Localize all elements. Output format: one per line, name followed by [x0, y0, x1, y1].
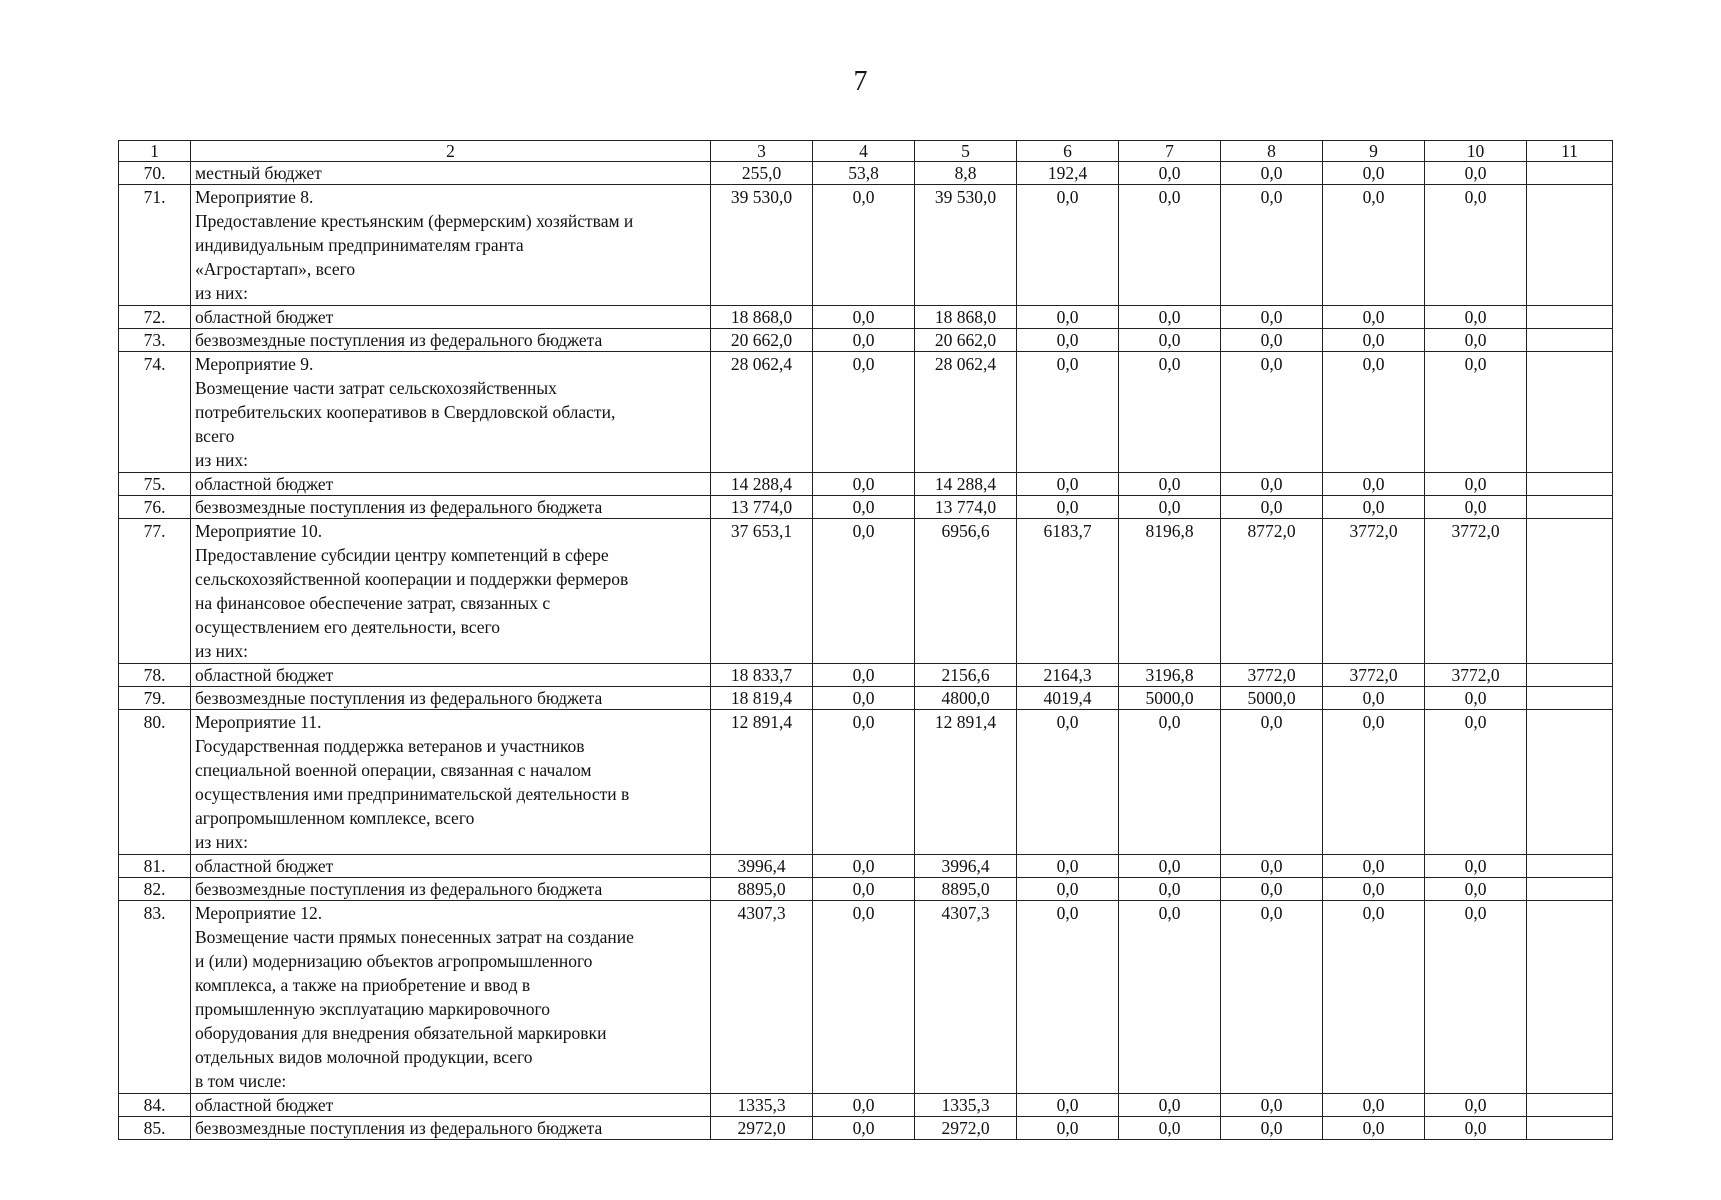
value-cell: 0,0 — [1425, 1094, 1527, 1117]
row-number: 72. — [119, 306, 191, 329]
row-name-line: из них: — [195, 283, 248, 303]
value-cell: 0,0 — [1323, 710, 1425, 855]
value-cell: 0,0 — [1017, 185, 1119, 306]
row-name-line: Мероприятие 8. — [195, 187, 314, 207]
row-number: 74. — [119, 352, 191, 473]
value-cell: 0,0 — [1221, 352, 1323, 473]
row-name — [191, 162, 711, 185]
value-cell: 18 833,7 — [711, 664, 813, 687]
row-number: 85. — [119, 1117, 191, 1140]
column-header: 10 — [1425, 141, 1527, 162]
value-cell: 0,0 — [1425, 329, 1527, 352]
row-name-line: из них: — [195, 450, 248, 470]
value-cell — [1527, 710, 1613, 855]
value-cell: 0,0 — [1221, 496, 1323, 519]
row-name — [191, 901, 711, 1094]
value-cell: 0,0 — [1119, 185, 1221, 306]
row-name-line: специальной военной операции, связанная с началом — [195, 760, 592, 780]
value-cell: 192,4 — [1017, 162, 1119, 185]
row-name-line: безвозмездные поступления из федерального бюджета — [195, 688, 603, 708]
value-cell: 255,0 — [711, 162, 813, 185]
value-cell: 0,0 — [813, 352, 915, 473]
row-name-line: из них: — [195, 832, 248, 852]
value-cell: 0,0 — [1221, 878, 1323, 901]
row-name-line: «Агростартап», всего — [195, 259, 356, 279]
row-name-line: в том числе: — [195, 1071, 287, 1091]
table-row — [119, 496, 1613, 519]
row-name-line: Предоставление субсидии центру компетенций в сфере — [195, 545, 609, 565]
row-name — [191, 329, 711, 352]
value-cell — [1527, 329, 1613, 352]
value-cell: 8895,0 — [915, 878, 1017, 901]
row-name-line: областной бюджет — [195, 1095, 334, 1115]
value-cell — [1527, 496, 1613, 519]
value-cell: 3772,0 — [1221, 664, 1323, 687]
row-name-line: областной бюджет — [195, 856, 334, 876]
value-cell: 0,0 — [1119, 878, 1221, 901]
row-name-line: Предоставление крестьянским (фермерским) хозяйствам и — [195, 211, 634, 231]
table-row — [119, 519, 1613, 664]
value-cell — [1527, 519, 1613, 664]
value-cell: 2164,3 — [1017, 664, 1119, 687]
row-name-line: безвозмездные поступления из федерального бюджета — [195, 1118, 603, 1138]
value-cell: 0,0 — [813, 329, 915, 352]
value-cell: 0,0 — [1323, 473, 1425, 496]
value-cell — [1527, 878, 1613, 901]
row-name — [191, 687, 711, 710]
value-cell: 4019,4 — [1017, 687, 1119, 710]
value-cell: 0,0 — [813, 878, 915, 901]
row-name-line: осуществлением его деятельности, всего — [195, 617, 501, 637]
value-cell: 0,0 — [1017, 352, 1119, 473]
column-header: 8 — [1221, 141, 1323, 162]
row-name-line: местный бюджет — [195, 163, 322, 183]
row-number: 75. — [119, 473, 191, 496]
value-cell: 0,0 — [813, 496, 915, 519]
table-row — [119, 162, 1613, 185]
value-cell: 0,0 — [1323, 162, 1425, 185]
value-cell: 0,0 — [813, 855, 915, 878]
value-cell: 0,0 — [1221, 306, 1323, 329]
table-row — [119, 473, 1613, 496]
row-number: 79. — [119, 687, 191, 710]
value-cell: 0,0 — [1323, 1117, 1425, 1140]
value-cell — [1527, 1117, 1613, 1140]
row-name-line: отдельных видов молочной продукции, всего — [195, 1047, 533, 1067]
row-name — [191, 855, 711, 878]
value-cell: 0,0 — [1221, 855, 1323, 878]
row-name — [191, 473, 711, 496]
value-cell: 0,0 — [1221, 473, 1323, 496]
value-cell: 0,0 — [1119, 901, 1221, 1094]
row-name-line: безвозмездные поступления из федерального бюджета — [195, 330, 603, 350]
value-cell: 2972,0 — [915, 1117, 1017, 1140]
column-header: 6 — [1017, 141, 1119, 162]
value-cell: 0,0 — [1425, 710, 1527, 855]
row-name-line: Государственная поддержка ветеранов и участников — [195, 736, 585, 756]
value-cell: 0,0 — [1221, 162, 1323, 185]
value-cell: 0,0 — [1119, 710, 1221, 855]
column-header: 3 — [711, 141, 813, 162]
row-name-line: агропромышленном комплексе, всего — [195, 808, 475, 828]
table-row — [119, 687, 1613, 710]
table-row — [119, 1094, 1613, 1117]
value-cell: 0,0 — [1221, 710, 1323, 855]
row-name-line: областной бюджет — [195, 307, 334, 327]
table-row — [119, 664, 1613, 687]
row-name-line: на финансовое обеспечение затрат, связанных с — [195, 593, 551, 613]
value-cell: 3772,0 — [1425, 519, 1527, 664]
value-cell: 0,0 — [1119, 306, 1221, 329]
value-cell: 0,0 — [813, 664, 915, 687]
value-cell: 0,0 — [1323, 352, 1425, 473]
value-cell — [1527, 162, 1613, 185]
value-cell: 0,0 — [1425, 185, 1527, 306]
value-cell: 0,0 — [1425, 162, 1527, 185]
column-header: 4 — [813, 141, 915, 162]
budget-table — [118, 140, 1613, 1140]
value-cell: 0,0 — [813, 473, 915, 496]
row-name — [191, 306, 711, 329]
column-header: 11 — [1527, 141, 1613, 162]
value-cell: 39 530,0 — [915, 185, 1017, 306]
value-cell: 3772,0 — [1323, 664, 1425, 687]
table-row — [119, 855, 1613, 878]
column-header: 2 — [191, 141, 711, 162]
value-cell: 3996,4 — [915, 855, 1017, 878]
value-cell: 0,0 — [813, 1117, 915, 1140]
row-name-line: безвозмездные поступления из федерального бюджета — [195, 497, 603, 517]
value-cell: 14 288,4 — [711, 473, 813, 496]
row-number: 80. — [119, 710, 191, 855]
value-cell: 8772,0 — [1221, 519, 1323, 664]
value-cell: 0,0 — [1017, 496, 1119, 519]
value-cell: 20 662,0 — [915, 329, 1017, 352]
value-cell — [1527, 306, 1613, 329]
row-name-line: Мероприятие 10. — [195, 521, 323, 541]
value-cell: 0,0 — [1425, 687, 1527, 710]
value-cell: 0,0 — [1119, 329, 1221, 352]
row-number: 84. — [119, 1094, 191, 1117]
row-name-line: Мероприятие 11. — [195, 712, 322, 732]
value-cell: 3772,0 — [1323, 519, 1425, 664]
row-name-line: областной бюджет — [195, 474, 334, 494]
row-name-line: промышленную эксплуатацию маркировочного — [195, 999, 551, 1019]
value-cell: 0,0 — [1425, 878, 1527, 901]
row-name — [191, 710, 711, 855]
row-name-line: комплекса, а также на приобретение и ввод в — [195, 975, 531, 995]
value-cell: 3772,0 — [1425, 664, 1527, 687]
row-name-line: Мероприятие 9. — [195, 354, 314, 374]
row-number: 77. — [119, 519, 191, 664]
value-cell: 4307,3 — [915, 901, 1017, 1094]
value-cell: 39 530,0 — [711, 185, 813, 306]
value-cell: 0,0 — [1017, 710, 1119, 855]
row-name-line: Мероприятие 12. — [195, 903, 323, 923]
value-cell — [1527, 901, 1613, 1094]
table-row — [119, 185, 1613, 306]
value-cell — [1527, 1094, 1613, 1117]
row-name — [191, 1117, 711, 1140]
value-cell: 0,0 — [1017, 473, 1119, 496]
value-cell: 0,0 — [1119, 1094, 1221, 1117]
row-name-line: из них: — [195, 641, 248, 661]
value-cell: 4307,3 — [711, 901, 813, 1094]
value-cell: 20 662,0 — [711, 329, 813, 352]
row-name — [191, 519, 711, 664]
value-cell: 0,0 — [1323, 687, 1425, 710]
row-name-line: осуществления ими предпринимательской деятельности в — [195, 784, 630, 804]
value-cell: 0,0 — [1323, 1094, 1425, 1117]
value-cell — [1527, 855, 1613, 878]
row-number: 81. — [119, 855, 191, 878]
value-cell: 0,0 — [813, 306, 915, 329]
value-cell: 0,0 — [813, 519, 915, 664]
value-cell: 3996,4 — [711, 855, 813, 878]
row-name-line: безвозмездные поступления из федерального бюджета — [195, 879, 603, 899]
value-cell: 4800,0 — [915, 687, 1017, 710]
value-cell: 0,0 — [813, 901, 915, 1094]
column-header: 7 — [1119, 141, 1221, 162]
value-cell: 0,0 — [813, 710, 915, 855]
row-number: 71. — [119, 185, 191, 306]
row-number: 73. — [119, 329, 191, 352]
value-cell: 0,0 — [1017, 329, 1119, 352]
value-cell: 0,0 — [1425, 306, 1527, 329]
value-cell: 8196,8 — [1119, 519, 1221, 664]
value-cell: 5000,0 — [1119, 687, 1221, 710]
row-number: 83. — [119, 901, 191, 1094]
value-cell: 0,0 — [1017, 306, 1119, 329]
value-cell: 0,0 — [1119, 855, 1221, 878]
row-name-line: индивидуальным предпринимателям гранта — [195, 235, 524, 255]
value-cell: 12 891,4 — [915, 710, 1017, 855]
value-cell: 18 868,0 — [711, 306, 813, 329]
row-name — [191, 352, 711, 473]
value-cell: 0,0 — [1221, 185, 1323, 306]
page-number: 7 — [853, 66, 868, 97]
value-cell: 28 062,4 — [711, 352, 813, 473]
row-name-line: Возмещение части затрат сельскохозяйственных — [195, 378, 557, 398]
table-row — [119, 1117, 1613, 1140]
table-row — [119, 352, 1613, 473]
value-cell: 0,0 — [1323, 901, 1425, 1094]
value-cell: 2972,0 — [711, 1117, 813, 1140]
value-cell: 0,0 — [1323, 306, 1425, 329]
value-cell: 0,0 — [1425, 855, 1527, 878]
column-header: 9 — [1323, 141, 1425, 162]
column-number-row — [119, 141, 1613, 162]
row-name-line: потребительских кооперативов в Свердловской области, — [195, 402, 616, 422]
value-cell: 8895,0 — [711, 878, 813, 901]
value-cell: 37 653,1 — [711, 519, 813, 664]
value-cell: 0,0 — [1017, 1117, 1119, 1140]
value-cell: 18 868,0 — [915, 306, 1017, 329]
value-cell: 0,0 — [1119, 473, 1221, 496]
column-header: 1 — [119, 141, 191, 162]
value-cell: 2156,6 — [915, 664, 1017, 687]
table-row — [119, 901, 1613, 1094]
row-name-line: Возмещение части прямых понесенных затрат на создание — [195, 927, 634, 947]
value-cell: 0,0 — [1017, 878, 1119, 901]
value-cell: 53,8 — [813, 162, 915, 185]
value-cell: 0,0 — [813, 185, 915, 306]
row-name-line: сельскохозяйственной кооперации и поддержки фермеров — [195, 569, 629, 589]
value-cell: 0,0 — [1017, 855, 1119, 878]
value-cell: 8,8 — [915, 162, 1017, 185]
value-cell: 0,0 — [1323, 496, 1425, 519]
table-row — [119, 329, 1613, 352]
value-cell: 0,0 — [1323, 329, 1425, 352]
value-cell — [1527, 473, 1613, 496]
row-name — [191, 878, 711, 901]
row-name — [191, 496, 711, 519]
value-cell: 6956,6 — [915, 519, 1017, 664]
value-cell — [1527, 687, 1613, 710]
value-cell: 12 891,4 — [711, 710, 813, 855]
value-cell: 14 288,4 — [915, 473, 1017, 496]
value-cell: 0,0 — [1119, 496, 1221, 519]
value-cell: 0,0 — [813, 1094, 915, 1117]
table-row — [119, 306, 1613, 329]
row-name — [191, 664, 711, 687]
column-header: 5 — [915, 141, 1017, 162]
value-cell: 0,0 — [1425, 1117, 1527, 1140]
value-cell: 0,0 — [1425, 473, 1527, 496]
value-cell — [1527, 352, 1613, 473]
value-cell — [1527, 664, 1613, 687]
row-name-line: оборудования для внедрения обязательной маркировки — [195, 1023, 607, 1043]
value-cell: 0,0 — [1323, 185, 1425, 306]
value-cell: 0,0 — [1221, 1094, 1323, 1117]
value-cell: 0,0 — [1221, 329, 1323, 352]
value-cell: 13 774,0 — [915, 496, 1017, 519]
value-cell: 28 062,4 — [915, 352, 1017, 473]
table-row — [119, 878, 1613, 901]
value-cell: 0,0 — [1221, 901, 1323, 1094]
value-cell: 0,0 — [1323, 878, 1425, 901]
row-name-line: областной бюджет — [195, 665, 334, 685]
value-cell: 18 819,4 — [711, 687, 813, 710]
value-cell: 0,0 — [1221, 1117, 1323, 1140]
value-cell: 0,0 — [1323, 855, 1425, 878]
row-name-line: всего — [195, 426, 235, 446]
value-cell: 0,0 — [1119, 352, 1221, 473]
value-cell: 0,0 — [1119, 162, 1221, 185]
value-cell: 0,0 — [1017, 901, 1119, 1094]
row-name-line: и (или) модернизацию объектов агропромышленного — [195, 951, 593, 971]
row-number: 82. — [119, 878, 191, 901]
value-cell: 0,0 — [1425, 901, 1527, 1094]
row-number: 76. — [119, 496, 191, 519]
table-body — [119, 162, 1613, 1140]
row-number: 70. — [119, 162, 191, 185]
value-cell: 0,0 — [1017, 1094, 1119, 1117]
value-cell: 13 774,0 — [711, 496, 813, 519]
value-cell: 1335,3 — [915, 1094, 1017, 1117]
value-cell: 6183,7 — [1017, 519, 1119, 664]
value-cell: 1335,3 — [711, 1094, 813, 1117]
value-cell — [1527, 185, 1613, 306]
row-number: 78. — [119, 664, 191, 687]
value-cell: 0,0 — [813, 687, 915, 710]
value-cell: 5000,0 — [1221, 687, 1323, 710]
value-cell: 0,0 — [1425, 496, 1527, 519]
value-cell: 3196,8 — [1119, 664, 1221, 687]
value-cell: 0,0 — [1119, 1117, 1221, 1140]
value-cell: 0,0 — [1425, 352, 1527, 473]
row-name — [191, 1094, 711, 1117]
table-row — [119, 710, 1613, 855]
row-name — [191, 185, 711, 306]
